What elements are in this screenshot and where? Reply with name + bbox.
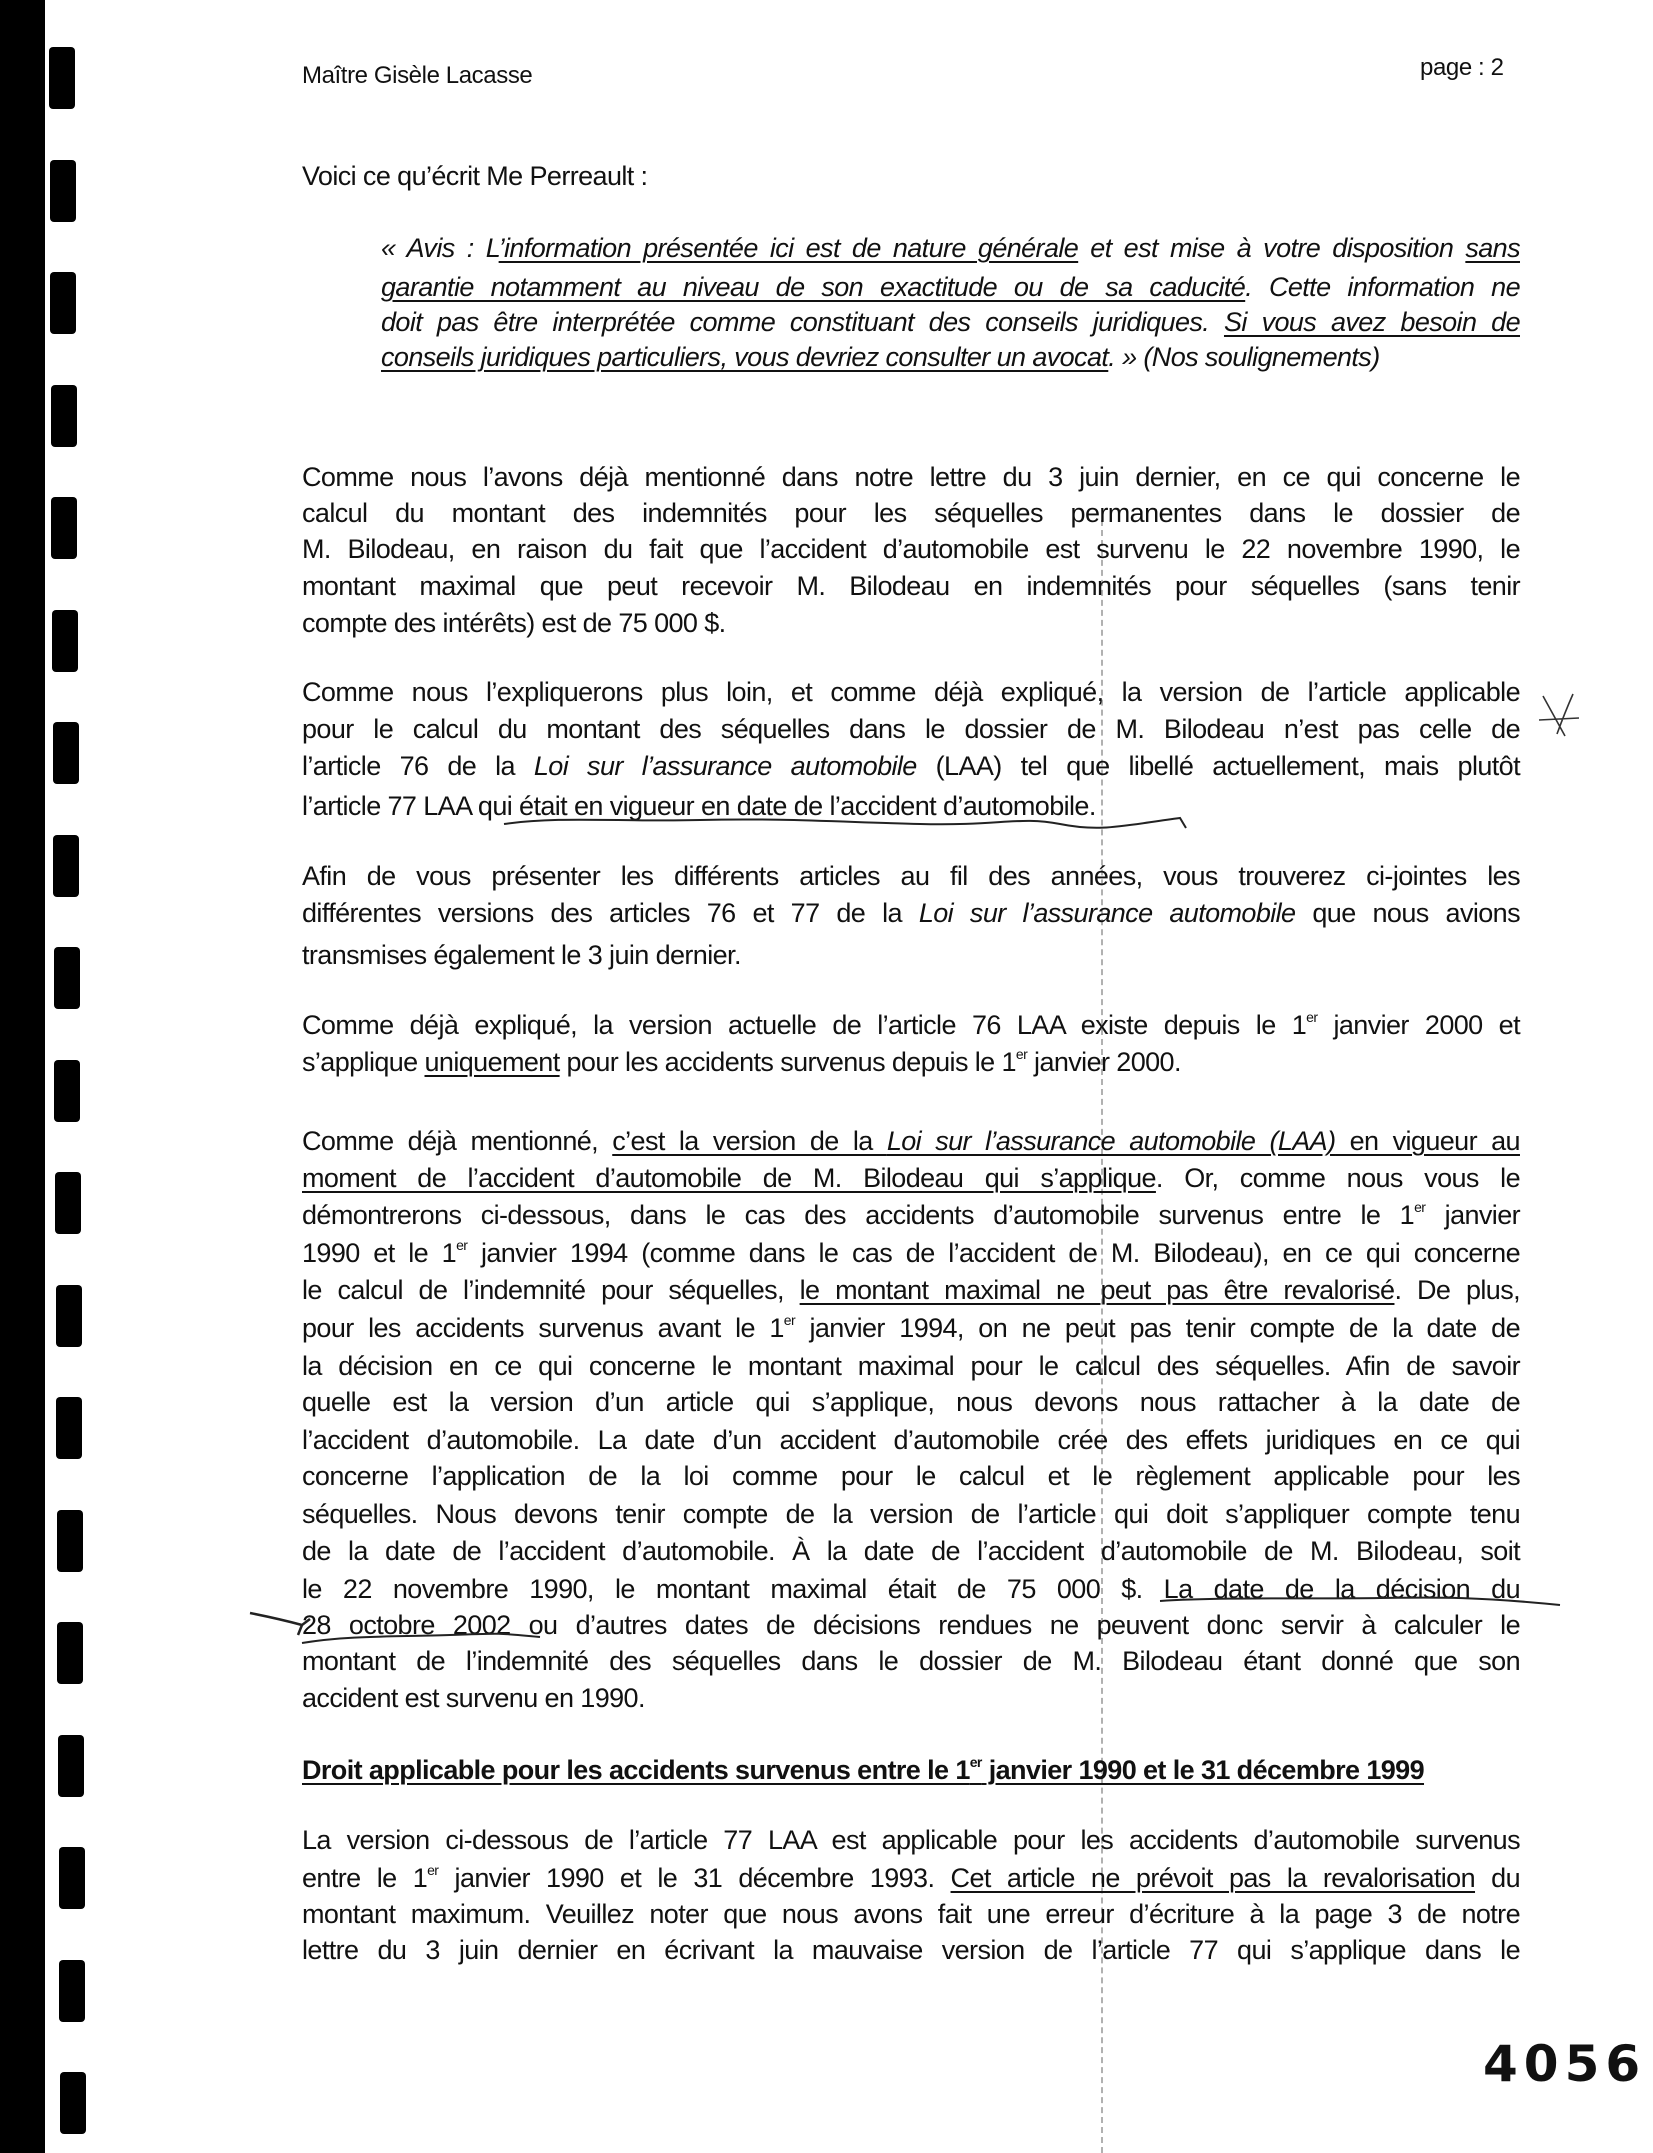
text-run: différentes versions des articles 76 et 77 de la bbox=[302, 898, 919, 928]
scan-binding-strip bbox=[0, 0, 45, 2153]
punch-hole bbox=[50, 272, 76, 334]
superscript: er bbox=[783, 1312, 796, 1328]
text-run: (LAA) tel que libellé actuellement, mais plutôt bbox=[916, 751, 1520, 781]
text-run: entre le 1 bbox=[302, 1863, 428, 1893]
text-run: 1990 et le 1 bbox=[302, 1238, 457, 1268]
text-line bbox=[302, 1046, 1520, 1078]
text-run: Droit applicable pour les accidents survenus entre le 1 bbox=[302, 1755, 970, 1785]
text-line: l’accident d’automobile. La date d’un accident d’automobile crée des effets juridiques en ce qui bbox=[302, 1425, 1520, 1455]
text-line: pour le calcul du montant des séquelles dans le dossier de M. Bilodeau n’est pas celle de bbox=[302, 714, 1520, 744]
text-run: c’est la version de la bbox=[612, 1126, 887, 1156]
quote-line bbox=[381, 271, 1520, 303]
punch-hole bbox=[54, 947, 80, 1009]
text-run: . Or, comme nous vous le bbox=[1155, 1163, 1520, 1193]
text-line: de la date de l’accident d’automobile. À la date de l’accident d’automobile de M. Bilodeau, soit bbox=[302, 1536, 1520, 1566]
punch-hole bbox=[58, 1735, 84, 1797]
punch-hole bbox=[60, 2072, 86, 2134]
text-run: du bbox=[1475, 1863, 1521, 1893]
text-run: Comme déjà mentionné, bbox=[302, 1126, 613, 1156]
text-line: concerne l’application de la loi comme pour le calcul et le règlement applicable pour les bbox=[302, 1461, 1520, 1491]
text-line: montant de l’indemnité des séquelles dans le dossier de M. Bilodeau étant donné que son bbox=[302, 1646, 1520, 1676]
punch-hole bbox=[53, 835, 79, 897]
punch-hole bbox=[51, 497, 77, 559]
text-line: la décision en ce qui concerne le montant maximal pour le calcul des séquelles. Afin de savoir bbox=[302, 1351, 1520, 1381]
text-run: sans bbox=[1465, 233, 1520, 263]
text-run: pour les accidents survenus depuis le 1 bbox=[559, 1047, 1016, 1077]
superscript: er bbox=[1015, 1046, 1028, 1062]
text-line bbox=[302, 1162, 1520, 1194]
wavy-underline bbox=[500, 810, 1200, 834]
punch-hole bbox=[51, 385, 77, 447]
text-run: doit pas être interprétée comme constituant des conseils juridiques. bbox=[381, 307, 1224, 337]
text-run: . De plus, bbox=[1394, 1275, 1520, 1305]
text-line: quelle est la version d’un article qui s’applique, nous devons nous rattacher à la date de bbox=[302, 1387, 1520, 1417]
punch-hole bbox=[54, 1060, 80, 1122]
quote-line bbox=[381, 306, 1520, 338]
text-line: Comme nous l’expliquerons plus loin, et comme déjà expliqué, la version de l’article applicable bbox=[302, 677, 1520, 707]
text-run: . Cette information ne bbox=[1245, 272, 1521, 302]
text-run: janvier 1990 et le 31 décembre 1999 bbox=[981, 1755, 1425, 1785]
text-line bbox=[302, 1862, 1520, 1894]
superscript: er bbox=[1414, 1199, 1426, 1215]
handwritten-x-mark bbox=[1535, 690, 1595, 740]
text-run: « Avis : L bbox=[381, 233, 499, 263]
text-line: M. Bilodeau, en raison du fait que l’accident d’automobile est survenu le 22 novembre 1990, le bbox=[302, 534, 1520, 564]
text-run: s’applique bbox=[302, 1047, 425, 1077]
quote-line bbox=[381, 341, 1520, 373]
superscript: er bbox=[1306, 1009, 1318, 1025]
text-line: Afin de vous présenter les différents articles au fil des années, vous trouverez ci-jointes les bbox=[302, 861, 1520, 891]
text-run: le calcul de l’indemnité pour séquelles, bbox=[302, 1275, 800, 1305]
text-run: qui était en vigueur en date de l’accident d’automobile. bbox=[477, 791, 1096, 821]
punch-hole bbox=[53, 722, 79, 784]
text-run: démontrerons ci-dessous, dans le cas des accidents d’automobile survenus entre le 1 bbox=[302, 1200, 1415, 1230]
punch-hole bbox=[50, 160, 76, 222]
text-run: Si vous avez besoin de bbox=[1223, 307, 1520, 337]
text-run: le montant maximal ne peut pas être revalorisé bbox=[799, 1275, 1395, 1305]
handwritten-arrow bbox=[240, 1595, 1570, 1655]
text-line: compte des intérêts) est de 75 000 $. bbox=[302, 608, 726, 638]
text-run: uniquement bbox=[424, 1047, 560, 1077]
section-heading bbox=[302, 1754, 1424, 1786]
text-run: pour les accidents survenus avant le 1 bbox=[302, 1313, 784, 1343]
text-run: garantie notamment au niveau de son exactitude ou de sa caducité bbox=[381, 272, 1246, 302]
text-run: et est mise à votre disposition bbox=[1078, 233, 1466, 263]
text-line: La version ci-dessous de l’article 77 LAA est applicable pour les accidents d’automobile survenus bbox=[302, 1825, 1520, 1855]
intro-line: Voici ce qu’écrit Me Perreault : bbox=[302, 161, 648, 191]
punch-hole bbox=[57, 1622, 83, 1684]
text-line bbox=[302, 750, 1520, 782]
text-line: séquelles. Nous devons tenir compte de la version de l’article qui doit s’appliquer compte tenu bbox=[302, 1499, 1520, 1529]
text-run: moment de l’accident d’automobile de M. Bilodeau qui s’applique bbox=[302, 1163, 1156, 1193]
punch-hole bbox=[57, 1510, 83, 1572]
text-line: lettre du 3 juin dernier en écrivant la mauvaise version de l’article 77 qui s’applique dans le bbox=[302, 1935, 1520, 1965]
text-line: accident est survenu en 1990. bbox=[302, 1683, 645, 1713]
text-line: le 22 novembre 1990, le montant maximal était de 75 000 $. La date de la décision du bbox=[302, 1574, 1520, 1604]
superscript: er bbox=[456, 1237, 468, 1253]
text-run: . » (Nos soulignements) bbox=[1108, 342, 1380, 372]
text-run: Loi sur l’assurance automobile bbox=[918, 898, 1296, 928]
text-run: Loi sur l’assurance automobile (LAA) bbox=[886, 1126, 1336, 1156]
page-number: page : 2 bbox=[1420, 54, 1504, 81]
text-run: en vigueur au bbox=[1335, 1126, 1520, 1156]
punch-hole bbox=[59, 1847, 85, 1909]
quote-line bbox=[381, 232, 1520, 264]
text-line bbox=[302, 1199, 1520, 1231]
text-line bbox=[302, 1237, 1520, 1269]
text-line: calcul du montant des indemnités pour les séquelles permanentes dans le dossier de bbox=[302, 498, 1520, 528]
text-run: janvier bbox=[1425, 1200, 1521, 1230]
punch-hole bbox=[55, 1172, 81, 1234]
text-run: Comme déjà expliqué, la version actuelle de l’article 76 LAA existe depuis le 1 bbox=[302, 1010, 1307, 1040]
text-line: Comme nous l’avons déjà mentionné dans notre lettre du 3 juin dernier, en ce qui concerne le bbox=[302, 462, 1520, 492]
stamp-number: 4056 bbox=[1483, 2035, 1647, 2093]
text-line bbox=[302, 897, 1520, 929]
text-run: janvier 2000. bbox=[1027, 1047, 1181, 1077]
text-run: ’information présentée ici est de nature générale bbox=[498, 233, 1079, 263]
text-run: janvier 1994 (comme dans le cas de l’accident de M. Bilodeau), en ce qui concerne bbox=[467, 1238, 1521, 1268]
text-line bbox=[302, 1274, 1520, 1306]
text-line bbox=[302, 1009, 1520, 1041]
text-line bbox=[302, 1312, 1520, 1344]
superscript: er bbox=[969, 1754, 982, 1770]
text-run: janvier 2000 et bbox=[1317, 1010, 1520, 1040]
text-run: janvier 1990 et le 31 décembre 1993. bbox=[438, 1863, 951, 1893]
text-run: Loi sur l’assurance automobile bbox=[533, 751, 917, 781]
text-run: l’article 76 de la bbox=[302, 751, 534, 781]
punch-hole bbox=[52, 610, 78, 672]
punch-hole bbox=[59, 1960, 85, 2022]
text-line: 28 octobre 2002 ou d’autres dates de décisions rendues ne peuvent donc servir à calculer le bbox=[302, 1610, 1520, 1640]
text-line: montant maximal que peut recevoir M. Bilodeau en indemnités pour séquelles (sans tenir bbox=[302, 571, 1520, 601]
text-run: conseils juridiques particuliers, vous devriez consulter un avocat bbox=[381, 342, 1109, 372]
text-line bbox=[302, 1125, 1520, 1157]
text-line: transmises également le 3 juin dernier. bbox=[302, 940, 741, 970]
punch-hole bbox=[56, 1285, 82, 1347]
text-line: montant maximum. Veuillez noter que nous avons fait une erreur d’écriture à la page 3 de notre bbox=[302, 1899, 1520, 1929]
punch-hole bbox=[49, 47, 75, 109]
punch-hole bbox=[56, 1397, 82, 1459]
superscript: er bbox=[427, 1862, 439, 1878]
text-run: que nous avions bbox=[1295, 898, 1520, 928]
addressee: Maître Gisèle Lacasse bbox=[302, 62, 533, 89]
text-run: l’article 77 LAA bbox=[302, 791, 478, 821]
text-run: janvier 1994, on ne peut pas tenir compte de la date de bbox=[795, 1313, 1520, 1343]
text-run: Cet article ne prévoit pas la revalorisation bbox=[950, 1863, 1476, 1893]
